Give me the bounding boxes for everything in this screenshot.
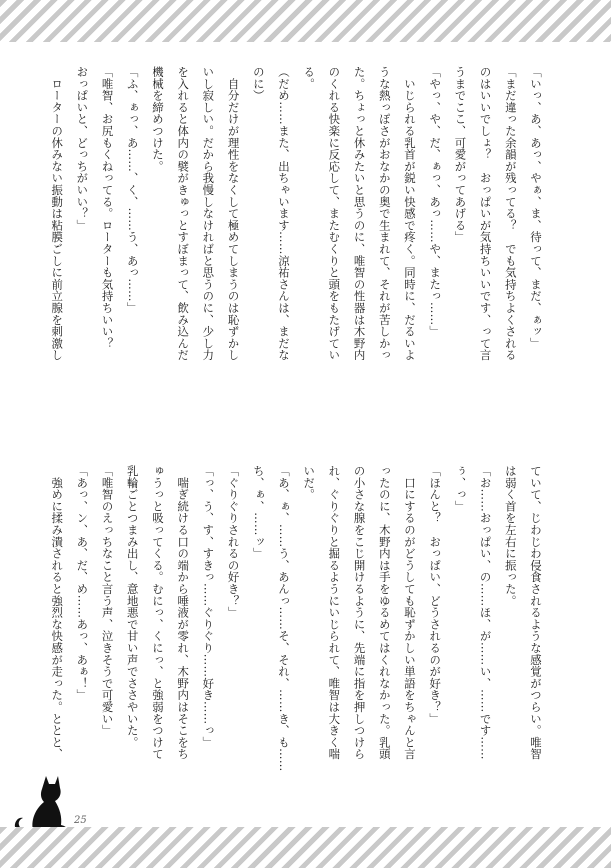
text-line: 「っ、う、す、すきっ……ぐりぐり……好き……っ」 [201,465,216,749]
text-line: は弱く首を左右に振った。 [503,465,518,607]
text-line: 「いっ、あ、あっ、やぁ、ま、待って、まだ、ぁッ」 [529,66,543,350]
text-line: 「ぐりぐりされるの好き？」 [226,465,241,619]
text-line: れ、ぐりぐりと掘るようにいじられて、唯智は大きく喘 [327,465,342,760]
text-line: 「やっ、や、だ、ぁっ、あっ……や、またっ……」 [428,66,443,338]
page-number: 25 [74,815,87,826]
text-line: 乳輪ごとつまみ出し、意地悪で甘い声でささやいた。 [125,465,140,749]
text-line: 「ふ、ぁっ、あ……、く、……う、あっ……」 [125,66,140,314]
text-line: のくれる快楽に反応して、またむくりと頭をもたげてい [327,66,342,361]
text-line: 「あ、ぁ、……う、あんっ……そ、それ、……き、も…… [276,465,291,772]
text-line: 口にするのがどうしても恥ずかしい単語をちゃんと言 [402,465,417,760]
black-cat-silhouette-icon [6,772,70,834]
text-line: の小さな腺をこじ開けるように、先端に指を押しつけら [352,465,367,760]
text-line: 「ほんと？ おっぱい、どうされるのが好き？」 [428,465,443,725]
text-line: た。ちょっと休みたいと思うのに、唯智の性器は木野内 [352,66,367,361]
text-line: （だめ……また、出ちゃいます……涼祐さんは、まだな [276,66,291,361]
text-line: うまでここ、可愛がってあげる」 [453,66,468,243]
text-line: る。 [302,66,317,90]
text-line: を入れると体内の襞がきゅっとすぼまって、飲み込んだ [176,66,191,361]
text-line: のに） [251,66,266,102]
text-line: ローターの休みない振動は粘膜ごしに前立腺を刺激し [50,66,65,361]
bottom-stripe-border [0,827,611,868]
text-line: 「あっ、ン、あ、だ、め……あっ、あぁ！」 [75,465,90,701]
text-line: いじられる乳首が鋭い快感で疼く。同時に、だるいよ [402,66,417,361]
text-line: おっぱいと、どっちがいい？」 [75,66,90,232]
text-line: ゅうっと吸ってくる。むにっ、くにっ、と強弱をつけて [150,465,165,760]
text-line: 「唯智のえっちなこと言う声、泣きそうで可愛い」 [100,465,115,737]
text-line: いだ。 [302,465,317,501]
text-line: 「まだ違った余韻が残ってる？ でも気持ちよくされる [503,66,518,361]
text-line: 喘ぎ続ける口の端から唾液が零れ、木野内はそこをち [176,465,191,760]
text-line: 自分だけが理性をなくして極めてしまうのは恥ずかし [226,66,241,361]
text-line: ていて、じわじわ侵食されるような感覚がつらい。唯智 [529,465,543,760]
text-line: ったのに、木野内は手をゆるめてはくれなかった。乳頭 [377,465,392,760]
top-stripe-border [0,0,611,42]
text-line: 「お……おっぱい、の……ほ、が……い、……です…… [478,465,493,760]
text-line: いし寂しい。だから我慢しなければと思うのに、少し力 [201,66,216,361]
text-line: 機械を締めつけた。 [150,66,165,173]
text-line: ち、ぁ、……ッ」 [251,465,266,560]
text-line: のはいいでしょ？ おっぱいが気持ちいいです、って言 [478,66,493,361]
text-line: ぅ、っ」 [453,465,468,513]
lower-text-block [44,465,548,805]
text-line: 強めに揉み潰されると強烈な快感が走った。ととと、 [50,465,65,760]
upper-text-block [44,66,548,406]
text-line: うな熱っぽさがおなかの奥で生まれて、それが苦しかっ [377,66,392,361]
text-line: 「唯智、お尻もくねってる。ローターも気持ちいい？ [100,66,115,350]
